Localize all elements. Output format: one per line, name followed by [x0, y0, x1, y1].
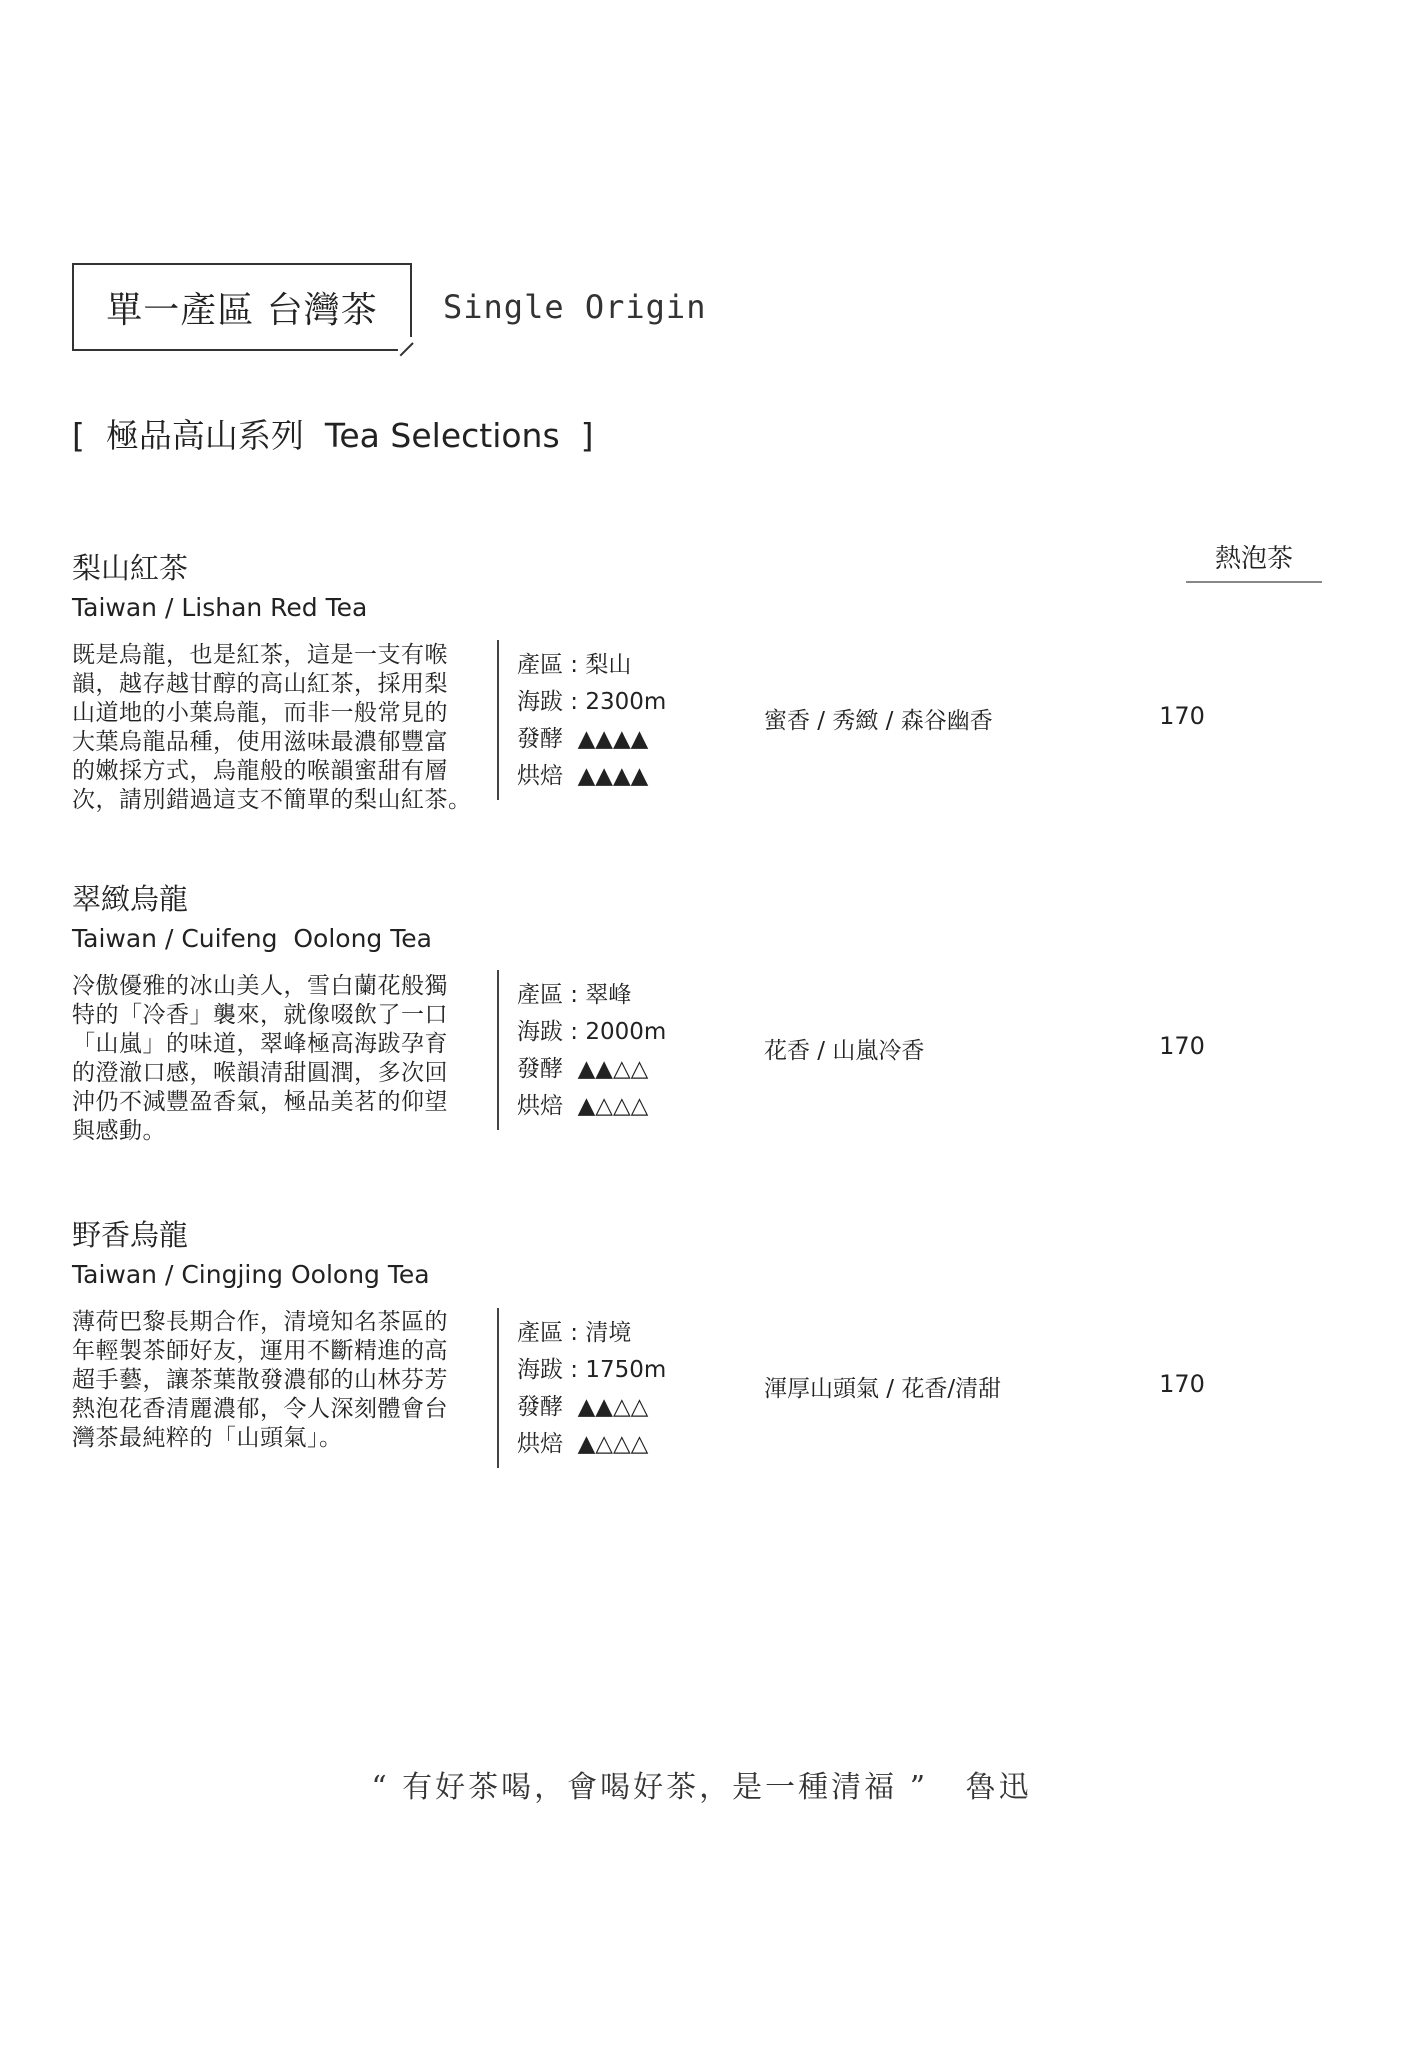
tea-description-line: 超手藝，讓茶葉散發濃郁的山林芬芳	[72, 1367, 448, 1393]
tea-fermentation: 發酵 ▲▲△△	[517, 1056, 649, 1082]
tea-english-name: Taiwan / Cingjing Oolong Tea	[72, 1260, 430, 1289]
spec-divider	[497, 1308, 499, 1468]
tea-roast: 烘焙 ▲▲▲▲	[517, 763, 649, 789]
tea-description-line: 薄荷巴黎長期合作，清境知名茶區的	[72, 1309, 448, 1335]
tea-description-line: 大葉烏龍品種，使用滋味最濃郁豐富	[72, 729, 448, 755]
footer-quote: “ 有好茶喝，會喝好茶，是一種清福 ” 魯迅	[371, 1770, 1032, 1805]
tea-description-line: 沖仍不減豐盈香氣，極品美茗的仰望	[72, 1089, 448, 1115]
column-header-hot-tea: 熱泡茶	[1186, 538, 1322, 583]
tea-flavor: 渾厚山頭氣 / 花香/清甜	[764, 1376, 1002, 1402]
tea-description-line: 熱泡花香清麗濃郁，令人深刻體會台	[72, 1396, 448, 1422]
tea-origin: 產區 : 清境	[517, 1320, 632, 1346]
tea-flavor: 蜜香 / 秀緻 / 森谷幽香	[764, 708, 993, 734]
tea-roast: 烘焙 ▲△△△	[517, 1431, 649, 1457]
tea-roast: 烘焙 ▲△△△	[517, 1093, 649, 1119]
tea-specs	[517, 647, 666, 795]
tea-description-line: 山道地的小葉烏龍，而非一般常見的	[72, 700, 448, 726]
tea-description-line: 次，請別錯過這支不簡單的梨山紅茶。	[72, 787, 472, 813]
tea-origin: 產區 : 翠峰	[517, 982, 632, 1008]
tea-price: 170	[1159, 1370, 1205, 1398]
tea-fermentation: 發酵 ▲▲▲▲	[517, 726, 649, 752]
header-subtitle: Single Origin	[443, 288, 707, 326]
tea-specs	[517, 1315, 666, 1463]
tea-description-line: 特的「冷香」襲來，就像啜飲了一口	[72, 1002, 448, 1028]
tea-name: 野香烏龍	[72, 1218, 189, 1252]
tea-origin: 產區 : 梨山	[517, 652, 632, 678]
tea-description-line: 「山嵐」的味道，翠峰極高海跋孕育	[72, 1031, 448, 1057]
tea-description-line: 的嫩採方式，烏龍般的喉韻蜜甜有層	[72, 758, 448, 784]
header-box	[72, 263, 412, 351]
spec-divider	[497, 970, 499, 1130]
tea-description-line: 既是烏龍，也是紅茶，這是一支有喉	[72, 642, 448, 668]
tea-specs	[517, 977, 666, 1125]
tea-description-line: 冷傲優雅的冰山美人，雪白蘭花般獨	[72, 973, 448, 999]
tea-description-line: 年輕製茶師好友，運用不斷精進的高	[72, 1338, 448, 1364]
tea-description	[72, 1308, 472, 1453]
tea-price: 170	[1159, 1032, 1205, 1060]
series-title: [ 極品高山系列 Tea Selections ]	[72, 416, 594, 455]
tea-description-line: 與感動。	[72, 1118, 166, 1144]
tea-price: 170	[1159, 702, 1205, 730]
tea-flavor: 花香 / 山嵐冷香	[764, 1038, 925, 1064]
tea-description-line: 的澄澈口感，喉韻清甜圓潤，多次回	[72, 1060, 448, 1086]
tea-altitude: 海跋 : 1750m	[517, 1357, 667, 1383]
tea-fermentation: 發酵 ▲▲△△	[517, 1394, 649, 1420]
tea-english-name: Taiwan / Cuifeng Oolong Tea	[72, 924, 432, 953]
tea-altitude: 海跋 : 2000m	[517, 1019, 667, 1045]
tea-altitude: 海跋 : 2300m	[517, 689, 667, 715]
tea-description-line: 韻，越存越甘醇的高山紅茶，採用梨	[72, 671, 448, 697]
spec-divider	[497, 640, 499, 800]
tea-description	[72, 641, 472, 815]
tea-description-line: 灣茶最純粹的「山頭氣」。	[72, 1425, 343, 1451]
tea-english-name: Taiwan / Lishan Red Tea	[72, 593, 368, 622]
tea-name: 翠緻烏龍	[72, 882, 189, 916]
header-title: 單一產區 台灣茶	[106, 289, 378, 331]
tea-description	[72, 972, 472, 1146]
tea-name: 梨山紅茶	[72, 551, 189, 585]
